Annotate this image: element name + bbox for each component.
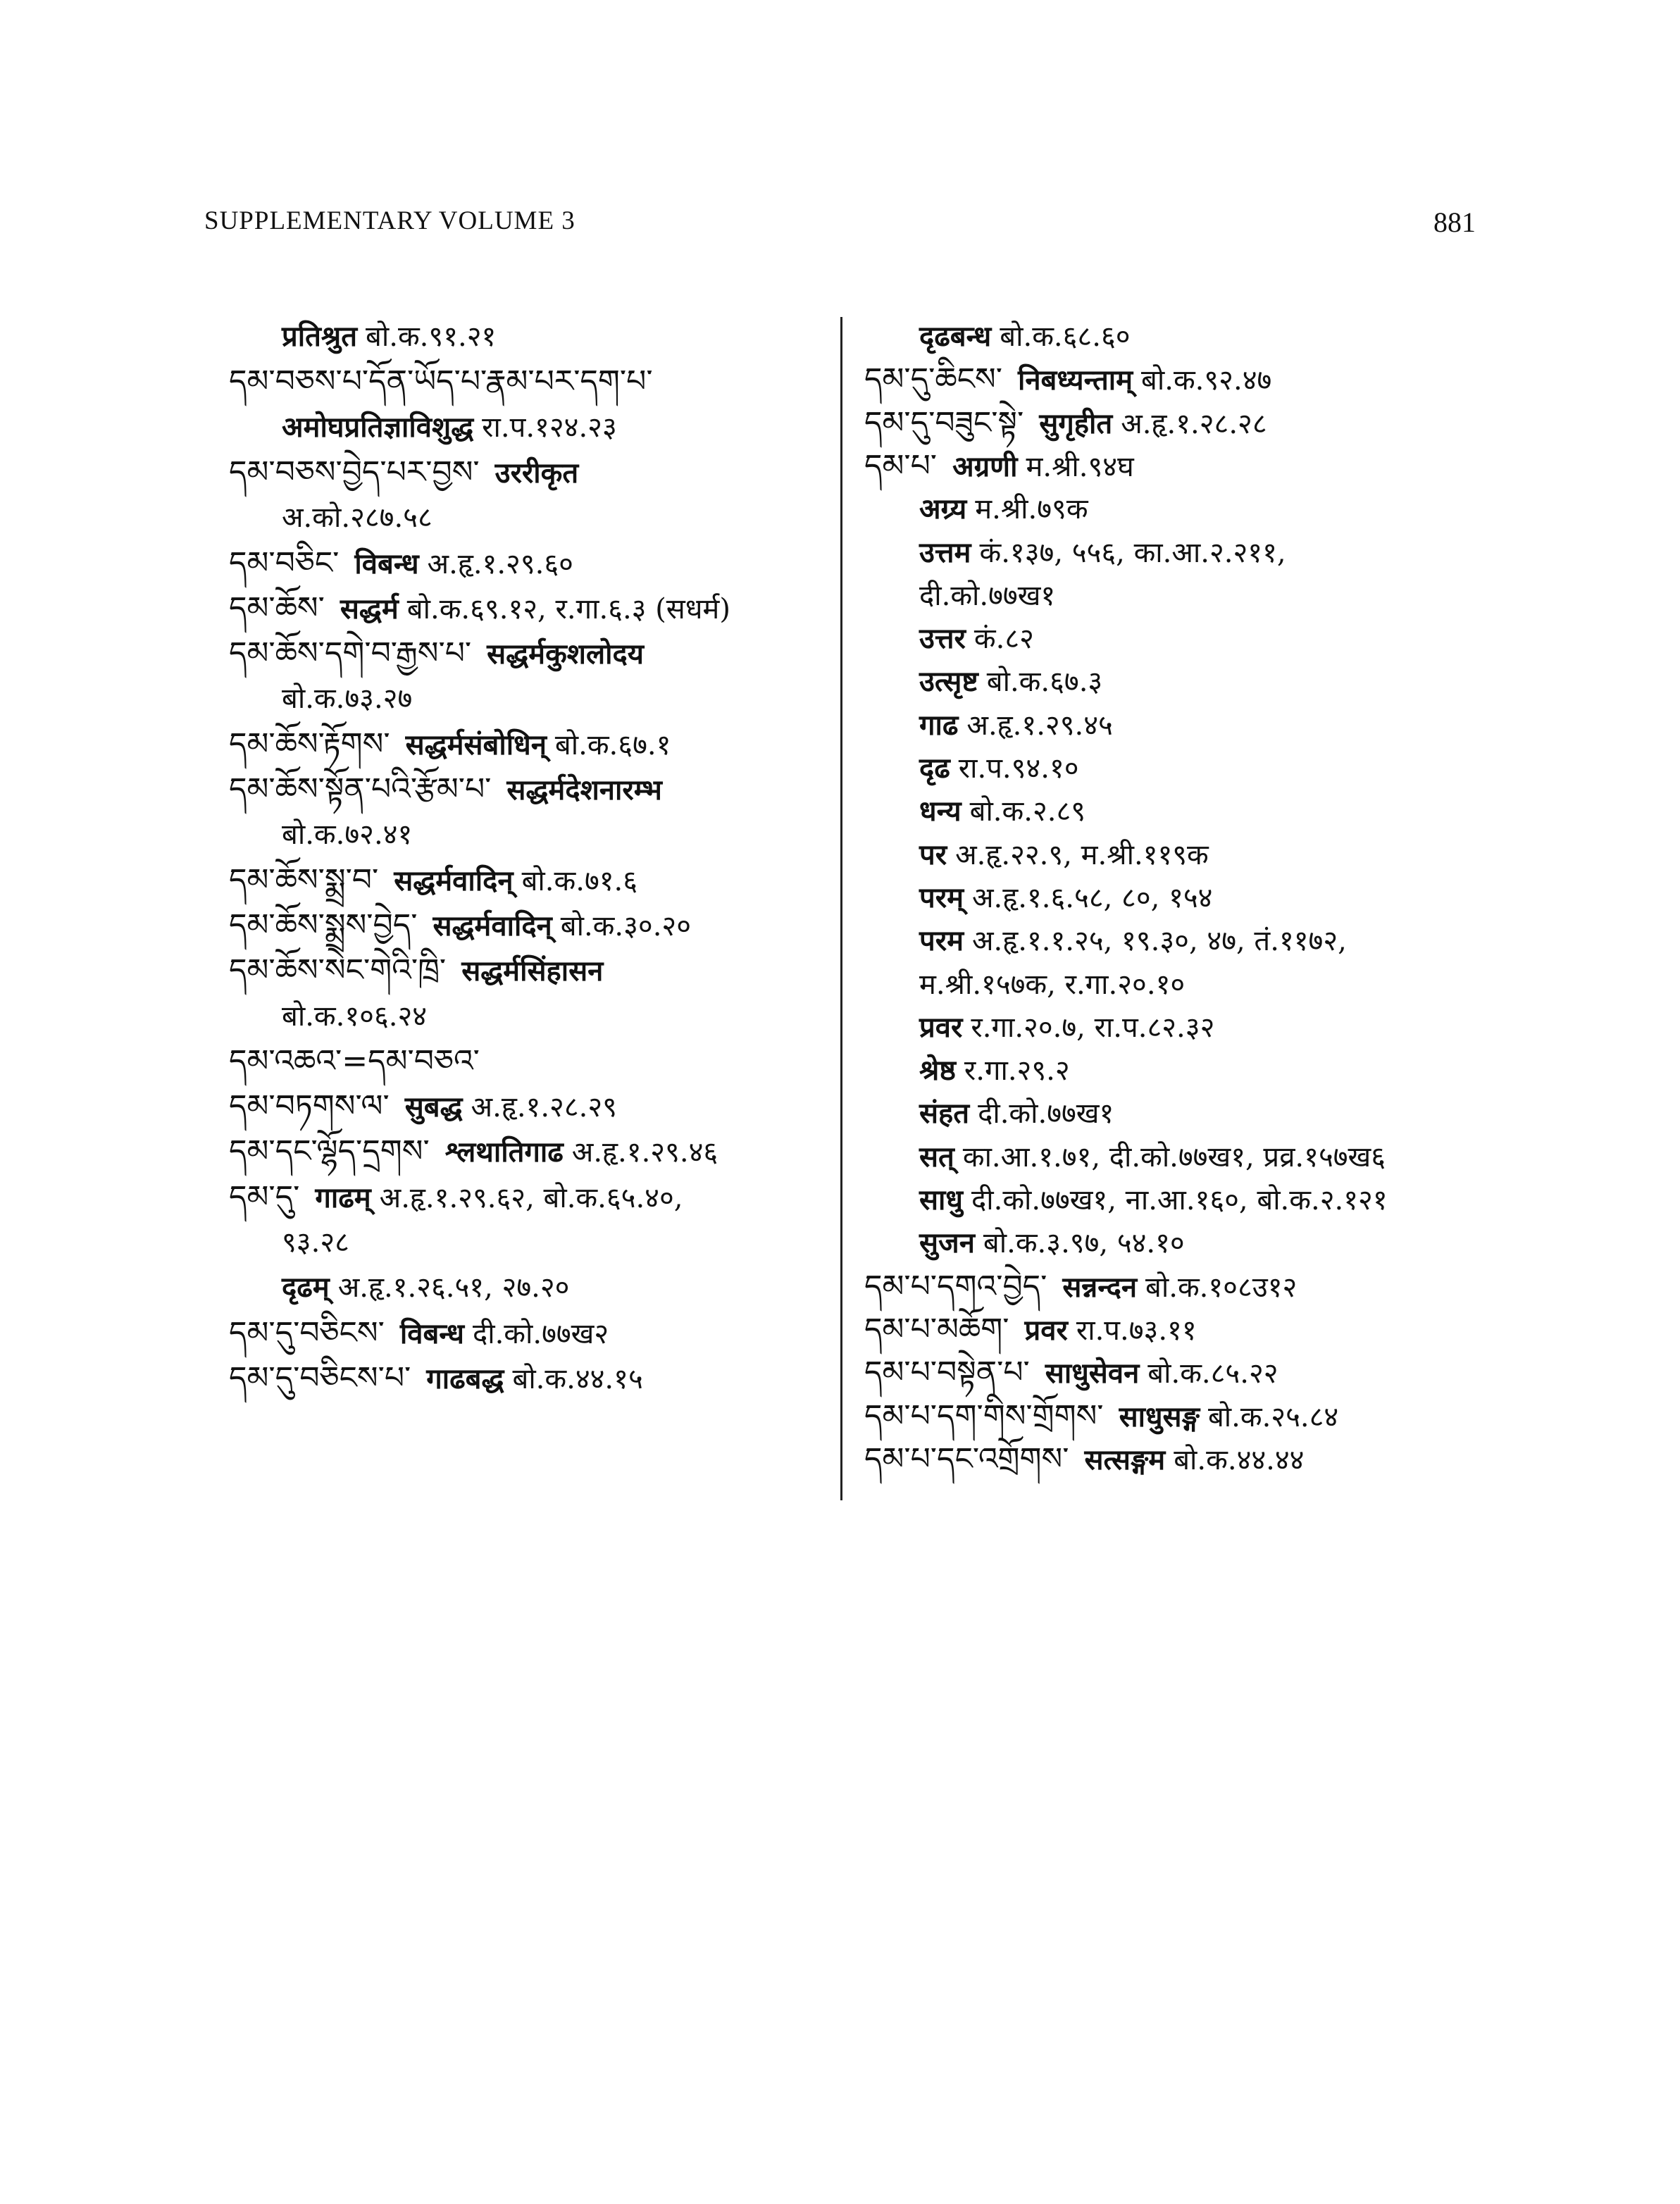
tibetan-headword: དམ་ཆོས་སྟོན་པའི་རྩོམ་པ་ [229, 771, 492, 807]
sanskrit-equivalent: साधु [919, 1183, 963, 1216]
entry-line [229, 635, 644, 672]
sanskrit-equivalent: सद्धर्मवादिन् [433, 909, 552, 942]
sanskrit-equivalent: संहत [919, 1097, 970, 1131]
entry-line [229, 1359, 643, 1396]
tibetan-headword: དམ་པ་དག་གིས་གྲོགས་ [864, 1397, 1104, 1434]
sanskrit-equivalent: विबन्ध [354, 547, 419, 580]
sanskrit-equivalent: गाढ [919, 708, 959, 742]
source-reference: बो.क.६७.१ [554, 728, 671, 761]
sanskrit-equivalent: सद्धर्मसिंहासन [461, 954, 604, 988]
source-reference: बो.क.६७.३ [986, 666, 1103, 699]
entry-line [919, 1142, 1386, 1172]
tibetan-headword: དམ་ཆོས་ [229, 590, 325, 626]
tibetan-headword: དམ་ཆོས་དགེ་བ་རྒྱས་པ་ [229, 635, 472, 672]
tibetan-headword: དམ་དུ་བཅིངས་པ་ [229, 1359, 411, 1396]
entry-line [229, 363, 653, 400]
entry-line [229, 1178, 683, 1215]
sanskrit-equivalent: सद्धर्मकुशलोदय [487, 637, 644, 671]
tibetan-headword: དམ་པ་བསྟེན་པ་ [864, 1355, 1030, 1391]
entry-line [919, 926, 1347, 956]
entry-line [864, 1311, 1197, 1347]
sanskrit-equivalent: अमोघप्रतिज्ञाविशुद्ध [282, 410, 474, 444]
entry-line [919, 1228, 1185, 1258]
tibetan-headword: དམ་དུ་བཅིངས་ [229, 1314, 385, 1351]
tibetan-headword: དམ་པ་དང་འགྲོགས་ [864, 1440, 1069, 1477]
sanskrit-equivalent: सद्धर्म [340, 592, 399, 625]
entry-line [282, 818, 413, 852]
source-reference: दी.को.७७ख१ [919, 579, 1056, 612]
tibetan-headword: དམ་བཅས་པ་དོན་ཡོད་པ་རྣམ་པར་དག་པ་ [229, 363, 653, 400]
entry-line [919, 840, 1209, 870]
sanskrit-equivalent: प्रतिश्रुत [282, 320, 358, 353]
entry-line [282, 502, 433, 533]
source-reference: बो.क.९२.४७ [1141, 364, 1272, 397]
sanskrit-equivalent: सद्धर्मसंबोधिन् [405, 728, 547, 761]
entry-line [229, 1133, 718, 1170]
source-reference: म.श्री.१५७क, र.गा.२०.१० [919, 968, 1186, 1001]
entry-line [864, 1268, 1298, 1305]
tibetan-headword: དམ་དུ་ [229, 1178, 300, 1215]
entry-line [919, 880, 1213, 914]
sanskrit-equivalent: प्रवर [1024, 1313, 1068, 1347]
sanskrit-equivalent: साधुसेवन [1045, 1357, 1140, 1390]
entry-line [919, 666, 1102, 697]
entry-line [229, 544, 573, 581]
tibetan-headword: དམ་པ་མཆོག་ [864, 1311, 1009, 1347]
entry-line [229, 952, 604, 989]
tibetan-headword: དམ་དུ་བཟུང་སྟེ་ [864, 404, 1024, 441]
source-reference: बो.क.६९.१२, र.गा.६.३ (सधर्म) [406, 592, 730, 625]
tibetan-headword: དམ་ཆོས་རྟོགས་ [229, 726, 390, 762]
sanskrit-equivalent: दृढबन्ध [919, 320, 992, 353]
source-reference: बो.क.७१.६ [521, 864, 638, 897]
source-reference: बो.क.७३.२७ [282, 683, 413, 716]
source-reference: बो.क.९१.२१ [366, 320, 497, 353]
sanskrit-equivalent: गाढम् [315, 1181, 371, 1214]
tibetan-headword: དམ་ཆོས་སེང་གེའི་ཁྲི་ [229, 952, 447, 989]
sanskrit-equivalent: दृढम् [282, 1271, 330, 1305]
entry-line [282, 1001, 427, 1031]
sanskrit-equivalent: परम [919, 924, 964, 958]
entry-line [229, 590, 730, 626]
entry-line [919, 710, 1113, 740]
source-reference: अ.हृ.१.२९.४६ [571, 1136, 718, 1169]
source-reference: रा.प.१२४.२३ [482, 411, 617, 444]
sanskrit-equivalent: दृढ [919, 752, 950, 785]
sanskrit-equivalent: अग्रणी [952, 449, 1018, 483]
source-reference: बो.क.३.९७, ५४.१० [983, 1227, 1185, 1260]
tibetan-headword: དམ་དང་ལྷོད་དྲགས་ [229, 1133, 430, 1170]
sanskrit-equivalent: उत्तर [919, 622, 966, 656]
entry-line [229, 771, 662, 807]
entry-line [864, 361, 1272, 398]
entry-line [282, 412, 617, 442]
source-reference: अ.हृ.१.२६.५१, २७.२० [337, 1271, 570, 1305]
sanskrit-equivalent: उत्तम [919, 535, 971, 569]
tibetan-headword: དམ་བཏགས་ལ་ [229, 1088, 390, 1125]
sanskrit-equivalent: श्लथातिगाढ [444, 1135, 564, 1169]
source-reference: रा.प.९४.१० [958, 752, 1079, 785]
entry-line [919, 494, 1088, 524]
entry-line [919, 580, 1055, 611]
page-number: 881 [1433, 206, 1476, 238]
entry-line [282, 1227, 349, 1257]
tibetan-headword: དམ་པ་དགའ་བྱེད་ [864, 1268, 1047, 1305]
entry-line [919, 1097, 1114, 1131]
source-reference: म.श्री.९४घ [1026, 450, 1134, 483]
entry-line [282, 683, 412, 714]
source-reference: म.श्री.७९क [975, 493, 1088, 526]
running-title: SUPPLEMENTARY VOLUME 3 [204, 206, 575, 235]
sanskrit-equivalent: परम् [919, 880, 964, 914]
entry-line [229, 1088, 617, 1125]
entry-line [229, 861, 638, 898]
entry-line [864, 1397, 1339, 1434]
sanskrit-equivalent: सुबद्ध [404, 1090, 463, 1124]
entry-line [864, 404, 1267, 441]
entry-line [229, 1042, 480, 1079]
source-reference: बो.क.७२.४१ [282, 818, 413, 852]
source-reference: र.गा.२०.७, रा.प.८२.३२ [971, 1011, 1215, 1044]
source-reference: अ.हृ.२२.९, म.श्री.११९क [955, 838, 1209, 871]
sanskrit-equivalent: उत्सृष्ट [919, 665, 978, 699]
sanskrit-equivalent: सत्सङ्गम [1084, 1443, 1166, 1476]
source-reference: र.गा.२९.२ [964, 1054, 1070, 1088]
sanskrit-equivalent: उररीकृत [494, 456, 579, 490]
sanskrit-equivalent: सुजन [919, 1226, 975, 1260]
sanskrit-equivalent: निबध्यन्ताम् [1017, 363, 1133, 397]
sanskrit-equivalent: पर [919, 838, 947, 871]
column-divider [840, 317, 842, 1500]
source-reference: रा.प.७३.११ [1076, 1314, 1197, 1347]
source-reference: का.आ.१.७१, दी.को.७७ख१, प्रव्र.१५७ख६ [962, 1140, 1386, 1173]
sanskrit-equivalent: गाढबद्ध [426, 1362, 504, 1395]
source-reference: कं.८२ [973, 623, 1034, 656]
entry-line [282, 321, 496, 351]
tibetan-headword: དམ་འཆའ་=དམ་བཅའ་ [229, 1042, 480, 1079]
sanskrit-equivalent: अग्र्य [919, 492, 967, 526]
tibetan-headword: དམ་དུ་ཆིངས་ [864, 361, 1002, 398]
sanskrit-equivalent: सद्धर्मदेशनारम्भ [506, 773, 662, 807]
entry-line [864, 1355, 1278, 1391]
source-reference: बो.क.२५.८४ [1207, 1400, 1339, 1433]
entry-line [919, 796, 1085, 826]
sanskrit-equivalent: सुगृहीत [1039, 406, 1113, 440]
source-reference: अ.हृ.१.६.५८, ८०, १५४ [972, 881, 1213, 914]
source-reference: बो.क.८५.२२ [1147, 1357, 1278, 1390]
source-reference: बो.क.६८.६० [1000, 320, 1131, 353]
source-reference: दी.को.७७ख१, ना.आ.१६०, बो.क.२.१२१ [971, 1184, 1388, 1216]
sanskrit-equivalent: श्रेष्ठ [919, 1054, 956, 1088]
tibetan-headword: དམ་བཅས་བྱེད་པར་བྱས་ [229, 454, 480, 490]
entry-line [919, 1012, 1214, 1042]
entry-line [229, 1314, 609, 1351]
source-reference: अ.को.२८७.५८ [282, 502, 433, 535]
entry-line [919, 1185, 1388, 1215]
tibetan-headword: དམ་ཆོས་སྨྲ་བ་ [229, 861, 379, 898]
source-reference: ९३.२८ [282, 1226, 349, 1259]
source-reference: बो.क.४४.४४ [1174, 1443, 1305, 1476]
source-reference: दी.को.७७ख२ [472, 1317, 609, 1350]
source-reference: दी.को.७७ख१ [978, 1097, 1114, 1131]
entry-line [919, 1054, 1070, 1088]
entry-line [919, 321, 1131, 351]
sanskrit-equivalent: विबन्ध [399, 1316, 464, 1350]
tibetan-headword: དམ་པ་ [864, 447, 938, 484]
source-reference: कं.१३७, ५५६, का.आ.२.२११, [979, 536, 1286, 569]
entry-line [864, 1440, 1305, 1477]
tibetan-headword: དམ་བཅིང་ [229, 544, 340, 581]
sanskrit-equivalent: साधुसङ्ग [1119, 1400, 1200, 1433]
tibetan-headword: དམ་ཆོས་སྨྲས་བྱེད་ [229, 907, 418, 943]
source-reference: बो.क.१०६.२४ [282, 1000, 428, 1033]
entry-line [919, 753, 1079, 783]
entry-line [919, 537, 1286, 568]
source-reference: अ.हृ.१.२८.२९ [471, 1091, 617, 1124]
sanskrit-equivalent: सत् [919, 1140, 954, 1173]
entry-line [229, 907, 692, 943]
sanskrit-equivalent: सद्धर्मवादिन् [394, 864, 514, 897]
source-reference: बो.क.३०.२० [560, 909, 692, 942]
entry-line [919, 969, 1185, 1000]
sanskrit-equivalent: धन्य [919, 795, 962, 828]
entry-line [229, 726, 671, 762]
source-reference: अ.हृ.१.२९.४५ [966, 709, 1113, 742]
sanskrit-equivalent: प्रवर [919, 1010, 963, 1044]
entry-line [864, 447, 1134, 484]
source-reference: अ.हृ.१.२९.६२, बो.क.६५.४०, [379, 1181, 683, 1214]
source-reference: बो.क.४४.१५ [512, 1362, 643, 1395]
entry-line [919, 623, 1034, 654]
source-reference: अ.हृ.१.२८.२८ [1121, 407, 1267, 440]
source-reference: बो.क.२.८९ [969, 795, 1086, 828]
source-reference: अ.हृ.१.१.२५, १९.३०, ४७, तं.११७२, [972, 925, 1347, 958]
sanskrit-equivalent: सन्नन्दन [1062, 1270, 1138, 1304]
entry-line [282, 1271, 570, 1305]
entry-line [229, 454, 579, 490]
source-reference: अ.हृ.१.२९.६० [427, 547, 573, 580]
source-reference: बो.क.१०८उ१२ [1145, 1271, 1298, 1304]
